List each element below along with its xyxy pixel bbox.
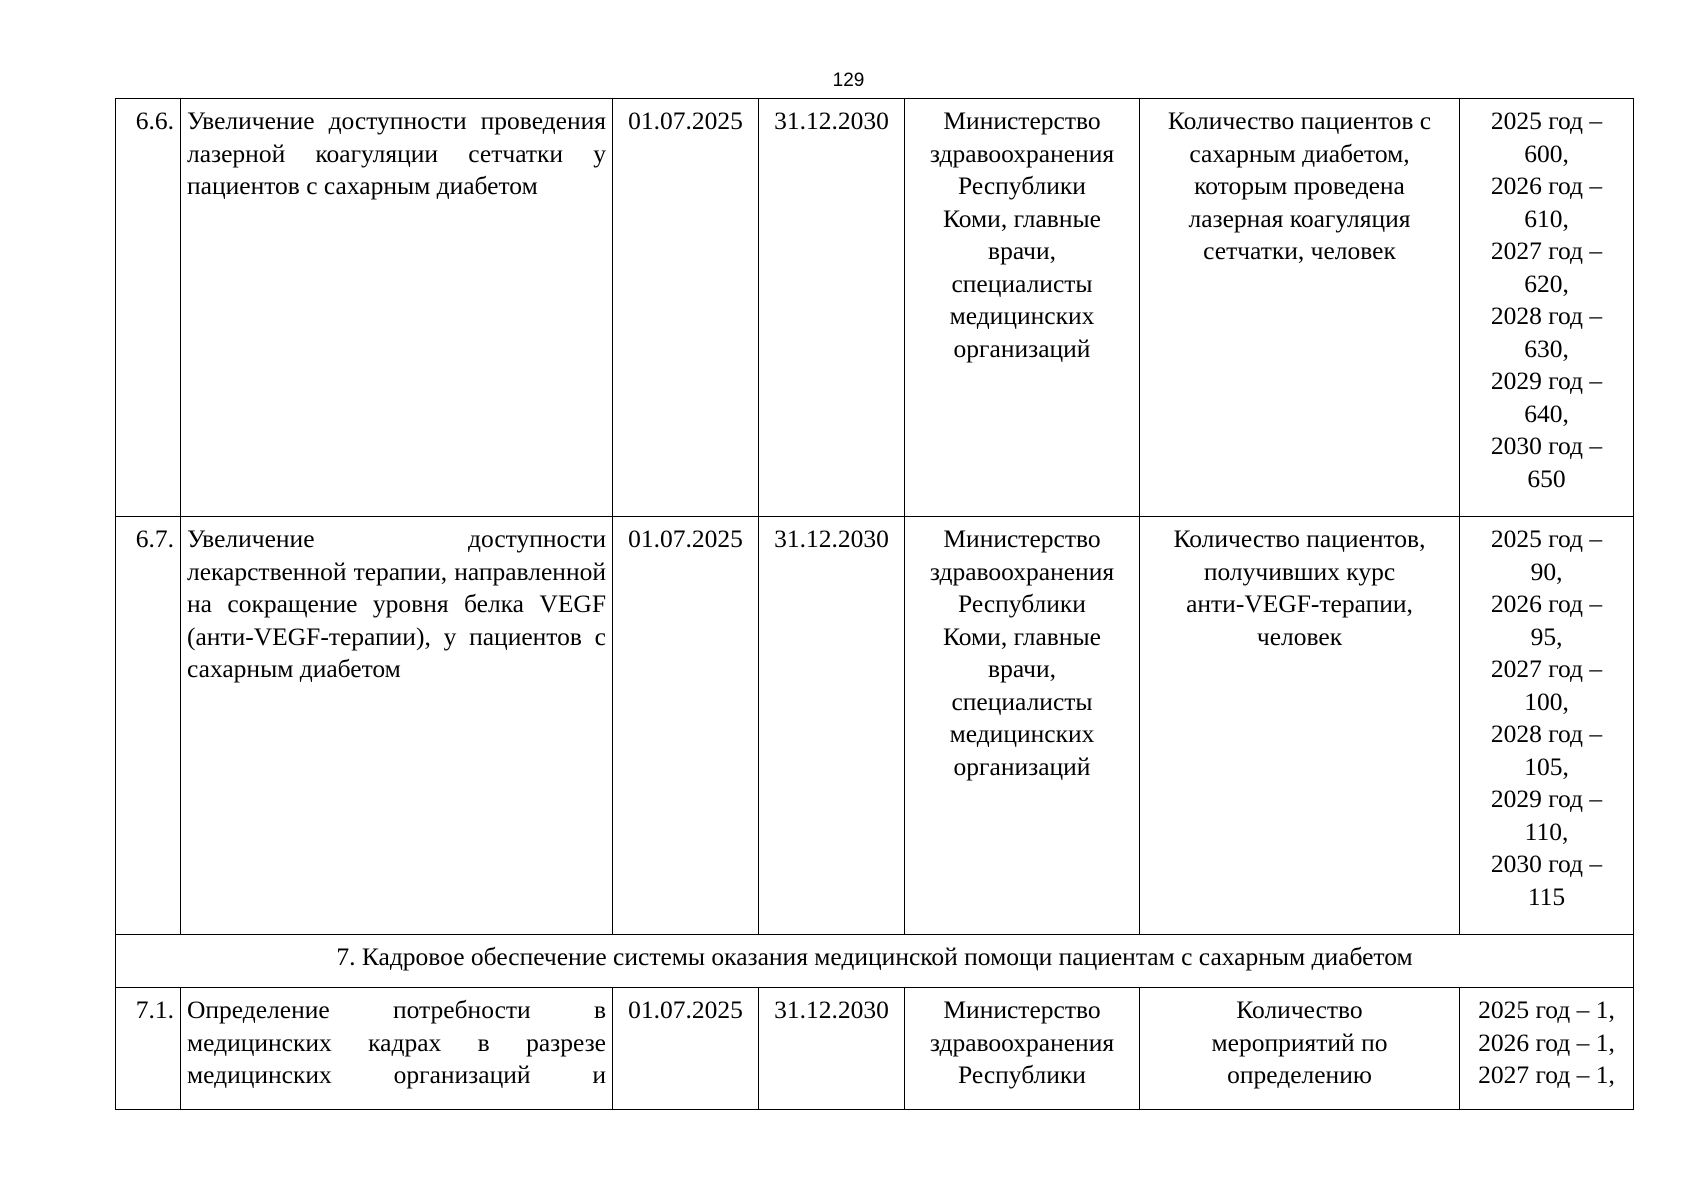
measures-table [115, 98, 1634, 1110]
indicator-line: сетчатки, человек [1203, 236, 1396, 265]
value-line: 115 [1527, 881, 1566, 911]
value-line: 2029 год – [1490, 784, 1603, 813]
responsible-line: Коми, главные [943, 621, 1101, 651]
responsible-line: здравоохранения [929, 556, 1115, 586]
section-title: 7. Кадровое обеспечение системы оказания медицинской помощи пациентам с сахарным диабетом [116, 935, 1634, 988]
end-date: 31.12.2030 [759, 517, 905, 935]
target-values [1460, 988, 1634, 1110]
indicator-line: Количество [1236, 995, 1363, 1024]
value-line: 2025 год – [1490, 106, 1603, 135]
responsible-executors [905, 988, 1140, 1110]
responsible-line: медицинских [949, 719, 1095, 748]
value-line: 95, [1530, 621, 1563, 651]
row-number: 7.1. [116, 988, 181, 1110]
value-line: 2026 год – [1490, 171, 1603, 200]
indicator-line: Количество пациентов с [1167, 106, 1432, 135]
start-date: 01.07.2025 [613, 988, 759, 1110]
value-line: 2030 год – [1490, 849, 1603, 878]
value-line: 650 [1527, 463, 1566, 493]
value-line: 640, [1524, 398, 1569, 428]
responsible-line: Министерство [943, 524, 1101, 553]
value-line: 2027 год – [1490, 654, 1603, 683]
value-line: 2028 год – [1490, 719, 1603, 748]
row-number: 6.6. [116, 99, 181, 517]
value-line: 610, [1524, 203, 1569, 233]
measure-name: Увеличение доступности лекарственной терапии, направленной на сокращение уровня белка VEGF (анти-VEGF-терапии), у пациентов с сахарным диабетом [181, 517, 613, 935]
indicator-line: человек [1256, 621, 1343, 651]
responsible-line: организаций [953, 333, 1091, 363]
row-number: 6.7. [116, 517, 181, 935]
value-line: 2025 год – 1, [1478, 995, 1615, 1024]
value-line: 2026 год – [1490, 589, 1603, 618]
value-line: 630, [1524, 333, 1569, 363]
target-values [1460, 517, 1634, 935]
responsible-line: здравоохранения [929, 138, 1115, 168]
responsible-line: Республики [958, 171, 1086, 200]
indicator-line: мероприятий по [1211, 1027, 1388, 1057]
value-line: 100, [1524, 686, 1569, 716]
value-line: 2027 год – 1, [1478, 1060, 1615, 1089]
responsible-line: Министерство [943, 995, 1101, 1024]
responsible-line: специалисты [951, 268, 1093, 298]
responsible-line: Министерство [943, 106, 1101, 135]
value-line: 2026 год – 1, [1478, 1027, 1615, 1057]
start-date: 01.07.2025 [613, 99, 759, 517]
table-row-7-1 [116, 988, 1634, 1110]
measure-name: Увеличение доступности проведения лазерной коагуляции сетчатки у пациентов с сахарным диабетом [181, 99, 613, 517]
indicator-line: анти-VEGF-терапии, [1186, 589, 1413, 618]
table-row-6-6 [116, 99, 1634, 517]
value-line: 2030 год – [1490, 431, 1603, 460]
end-date: 31.12.2030 [759, 99, 905, 517]
responsible-line: специалисты [951, 686, 1093, 716]
indicator-line: Количество пациентов, [1173, 524, 1426, 553]
target-values [1460, 99, 1634, 517]
value-line: 2025 год – [1490, 524, 1603, 553]
page-number: 129 [832, 70, 865, 91]
indicator-line: сахарным диабетом, [1189, 138, 1410, 168]
indicator-line: лазерная коагуляция [1188, 203, 1411, 233]
indicator-line: получивших курс [1203, 556, 1396, 586]
responsible-line: врачи, [988, 654, 1056, 683]
responsible-line: Республики [958, 1060, 1086, 1089]
responsible-line: Республики [958, 589, 1086, 618]
end-date: 31.12.2030 [759, 988, 905, 1110]
responsible-executors [905, 517, 1140, 935]
indicator-line: которым проведена [1194, 171, 1405, 200]
responsible-line: организаций [953, 751, 1091, 781]
indicator [1140, 517, 1460, 935]
value-line: 90, [1530, 556, 1563, 586]
indicator [1140, 988, 1460, 1110]
indicator [1140, 99, 1460, 517]
value-line: 600, [1524, 138, 1569, 168]
measure-name: Определение потребности в медицинских кадрах в разрезе медицинских организаций и [181, 988, 613, 1110]
responsible-line: Коми, главные [943, 203, 1101, 233]
start-date: 01.07.2025 [613, 517, 759, 935]
responsible-line: медицинских [949, 301, 1095, 330]
value-line: 2027 год – [1490, 236, 1603, 265]
responsible-line: здравоохранения [929, 1027, 1115, 1057]
value-line: 620, [1524, 268, 1569, 298]
value-line: 2029 год – [1490, 366, 1603, 395]
indicator-line: определению [1227, 1060, 1372, 1089]
responsible-line: врачи, [988, 236, 1056, 265]
table-row-6-7 [116, 517, 1634, 935]
responsible-executors [905, 99, 1140, 517]
value-line: 2028 год – [1490, 301, 1603, 330]
value-line: 110, [1524, 816, 1569, 846]
value-line: 105, [1524, 751, 1569, 781]
section-row [116, 935, 1634, 988]
